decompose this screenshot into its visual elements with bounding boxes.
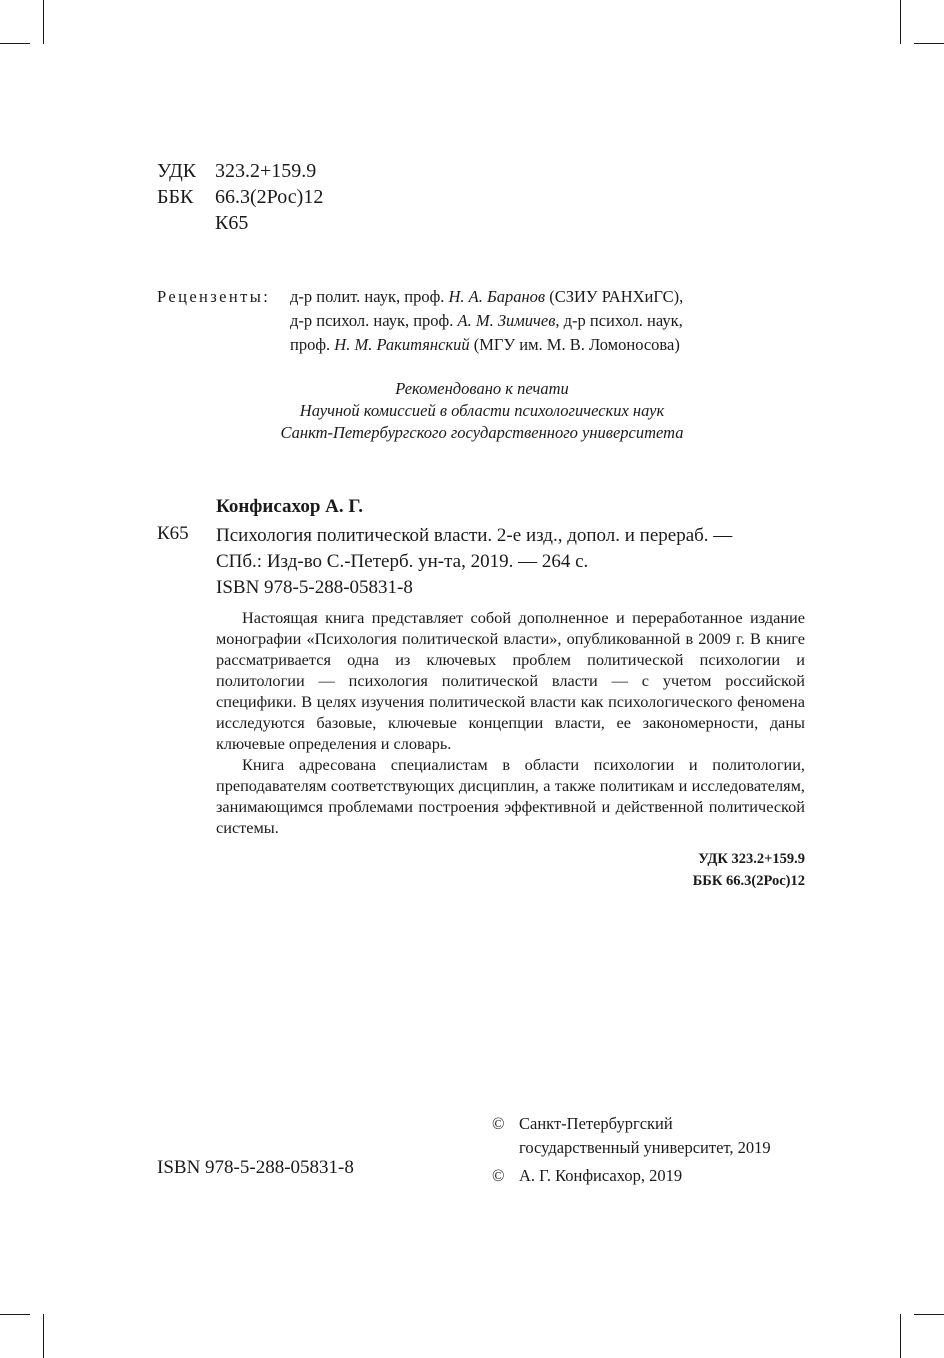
- udk-code: УДК 323.2+159.9: [698, 851, 805, 867]
- abstract: [216, 607, 805, 838]
- abstract-paragraph: Книга адресована специалистам в области психологии и политологии, преподавателям соответствующих дисциплин, а также политикам и исследователям, занимающимся проблемами построения эффективной и действенной политической системы.: [216, 755, 805, 837]
- reviewers-block: [157, 285, 777, 357]
- crop-mark: [900, 1314, 901, 1358]
- reviewer-name: Н. А. Баранов: [448, 287, 546, 306]
- copyright-holder: государственный университет, 2019: [519, 1138, 771, 1157]
- copyright-item: [492, 1164, 771, 1188]
- crop-mark: [914, 1314, 944, 1315]
- copyright-holder: А. Г. Конфисахор, 2019: [519, 1166, 683, 1185]
- bbk-value: 66.3(2Рос)12: [215, 186, 324, 208]
- bibliography-line: СПб.: Изд-во С.-Петерб. ун-та, 2019. — 264 с.: [216, 551, 589, 572]
- reviewer-name: Н. М. Ракитянский: [334, 335, 470, 354]
- classification-codes: [560, 848, 805, 892]
- udk-value: 323.2+159.9: [215, 160, 317, 182]
- copyright-icon: ©: [492, 1114, 505, 1133]
- crop-mark: [0, 1314, 30, 1315]
- classification-block: [157, 158, 323, 236]
- recommendation-line: Научной комиссией в области психологических наук: [299, 401, 665, 420]
- reviewers-label: Рецензенты:: [157, 287, 271, 306]
- crop-mark: [43, 0, 44, 44]
- reviewer-line: д-р полит. наук, проф. Н. А. Баранов (СЗИУ РАНХиГС),: [290, 287, 684, 306]
- reviewer-line: проф. Н. М. Ракитянский (МГУ им. М. В. Ломоносова): [290, 335, 680, 354]
- udk-label: УДК: [157, 160, 197, 182]
- recommendation-line: Рекомендовано к печати: [395, 379, 569, 398]
- bbk-code: ББК 66.3(2Рос)12: [692, 873, 805, 889]
- recommendation-block: [157, 378, 807, 444]
- crop-mark: [914, 43, 944, 44]
- crop-mark: [0, 43, 30, 44]
- copyright-item: [492, 1112, 771, 1160]
- crop-mark: [900, 0, 901, 44]
- isbn-footer: ISBN 978-5-288-05831-8: [157, 1157, 354, 1178]
- reviewer-name: А. М. Зимичев: [457, 311, 556, 330]
- udk-row: [157, 158, 323, 184]
- reviewer-line: д-р психол. наук, проф. А. М. Зимичев, д-р психол. наук,: [290, 311, 683, 330]
- crop-mark: [43, 1314, 44, 1358]
- bibliography-mark: К65: [157, 523, 189, 544]
- author-mark: К65: [215, 212, 249, 234]
- copyright-icon: ©: [492, 1166, 505, 1185]
- bbk-label: ББК: [157, 186, 194, 208]
- book-author: Конфисахор А. Г.: [216, 496, 364, 517]
- copyright-block: [492, 1112, 771, 1192]
- bibliography-line: Психология политической власти. 2-е изд., допол. и перераб. —: [216, 525, 733, 546]
- author-mark-row: [157, 210, 323, 236]
- bbk-row: [157, 184, 323, 210]
- copyright-holder: Санкт-Петербургский: [519, 1114, 673, 1133]
- recommendation-line: Санкт-Петербургского государственного университета: [280, 423, 684, 442]
- abstract-paragraph: Настоящая книга представляет собой дополненное и переработанное издание монографии «Психология политической власти», опубликованной в 2009 г. В книге рассматривается одна из ключевых проблем политической психологии и политологии — психология политической власти — с учетом российской специфики. В целях изучения политической власти как психологического феномена исследуются базовые, ключевые концепции власти, ее закономерности, даны ключевые определения и словарь.: [216, 608, 805, 753]
- bibliographic-record: [216, 523, 816, 601]
- bibliography-isbn: ISBN 978-5-288-05831-8: [216, 577, 413, 598]
